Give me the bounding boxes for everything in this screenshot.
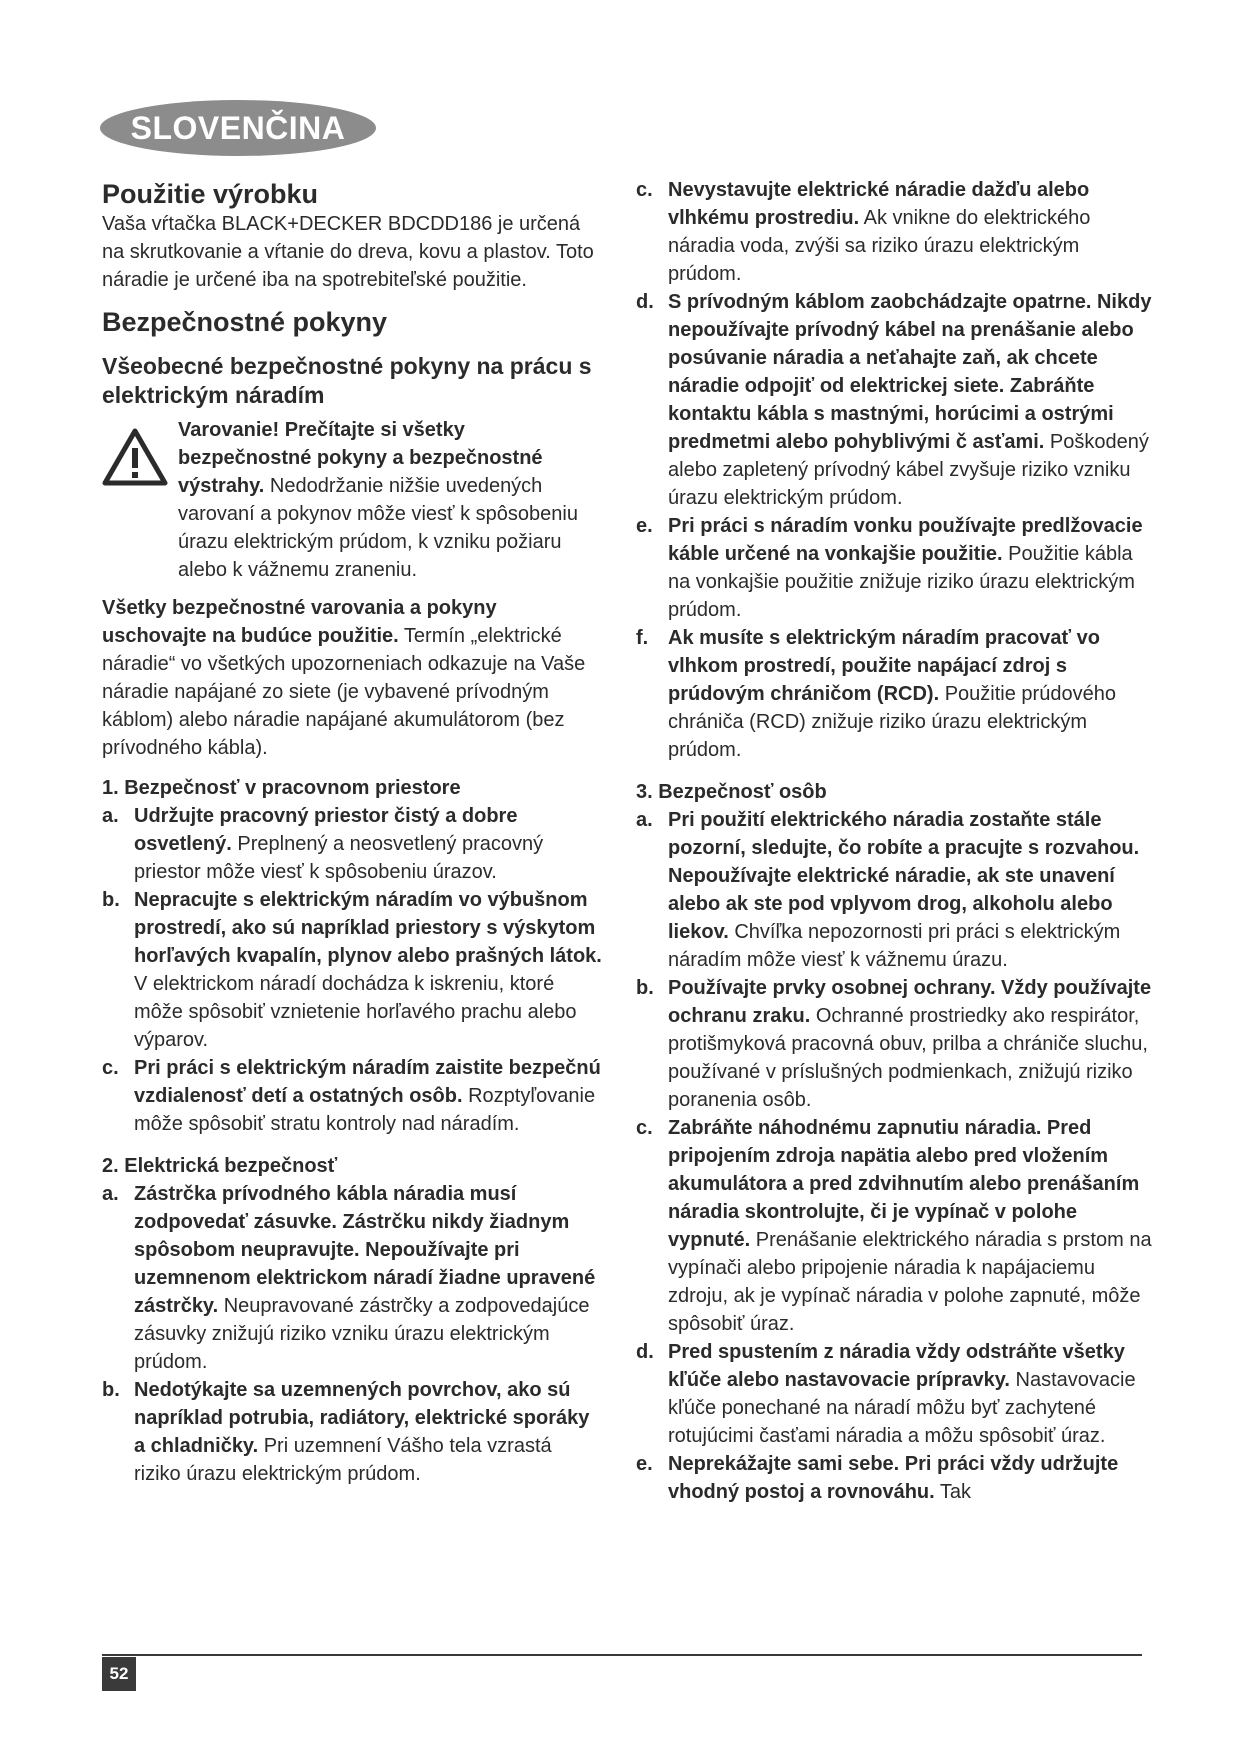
item-text: Ak vnikne do elektrického náradia voda, zvýši sa riziko úrazu elektrickým prúdom. — [668, 207, 1091, 285]
footer-divider — [102, 1654, 1142, 1656]
item-bold: S prívodným káblom zaobchádzajte opatrne. Nikdy nepoužívajte prívodný kábel na prenášanie alebo posúvanie náradia a neťahajte zaň, ak chcete náradie odpojiť od elektrickej siete. Zabráňte kontaktu kábla s mastnými, horúcimi a ostrými predmetmi alebo pohyblivými č asťami. — [668, 291, 1152, 453]
page-number: 52 — [102, 1657, 136, 1691]
item-label: c. — [636, 1117, 653, 1139]
section-2-continued-list — [636, 176, 1156, 764]
item-bold: Udržujte pracovný priestor čistý a dobre osvetlený. — [134, 805, 518, 855]
item-bold: Používajte prvky osobnej ochrany. Vždy používajte ochranu zraku. — [668, 977, 1152, 1027]
warning-text: Nedodržanie nižšie uvedených varovaní a pokynov môže viesť k spôsobeniu úrazu elektrickým prúdom, k vzniku požiaru alebo k vážnemu zraneniu. — [178, 475, 578, 581]
item-text: Neupravované zástrčky a zodpovedajúce zásuvky znižujú riziko vzniku úrazu elektrickým prúdom. — [134, 1295, 590, 1373]
list-item — [636, 806, 1156, 974]
item-bold: Pri práci s náradím vonku používajte predlžovacie káble určené na vonkajšie použitie. — [668, 515, 1143, 565]
item-text: Ochranné prostriedky ako respirátor, protišmyková pracovná obuv, prilba a chrániče sluchu, používané v príslušných podmienkach, znižujú riziko poranenia osôb. — [668, 1005, 1148, 1111]
list-item — [636, 1450, 1156, 1506]
section-1-list — [102, 802, 602, 1138]
item-bold: Zástrčka prívodného kábla náradia musí zodpovedať zásuvke. Zástrčku nikdy žiadnym spôsobom neupravujte. Nepoužívajte pri uzemnenom elektrickom náradí žiadne upravené zástrčky. — [134, 1183, 596, 1317]
item-text: Pri uzemnení Vášho tela vzrastá riziko úrazu elektrickým prúdom. — [134, 1435, 552, 1485]
safety-title: Bezpečnostné pokyny — [102, 307, 388, 337]
item-label: b. — [102, 889, 120, 911]
item-bold: Pred spustením z náradia vždy odstráňte všetky kľúče alebo nastavovacie prípravky. — [668, 1341, 1125, 1391]
item-label: e. — [636, 1453, 653, 1475]
item-label: e. — [636, 515, 653, 537]
list-item — [636, 176, 1156, 288]
item-bold: Zabráňte náhodnému zapnutiu náradia. Pred pripojením zdroja napätia alebo pred vložením akumulátora a pred zdvihnutím alebo prenášaním náradia skontrolujte, či je vypínač v polohe vypnuté. — [668, 1117, 1140, 1251]
item-text: Chvíľka nepozornosti pri práci s elektrickým náradím môže viesť k vážnemu úrazu. — [668, 921, 1121, 971]
keep-bold: Všetky bezpečnostné varovania a pokyny uschovajte na budúce použitie. — [102, 597, 497, 647]
section-2-list — [102, 1180, 602, 1488]
usage-title: Použitie výrobku — [102, 179, 319, 209]
item-label: a. — [636, 809, 653, 831]
warning-icon — [102, 416, 178, 584]
list-item — [636, 1338, 1156, 1450]
usage-text: Vaša vŕtačka BLACK+DECKER BDCDD186 je určená na skrutkovanie a vŕtanie do dreva, kovu a plastov. Toto náradie je určené iba na spotrebiteľské použitie. — [102, 213, 594, 291]
item-label: f. — [636, 627, 649, 649]
language-label: SLOVENČINA — [130, 109, 346, 146]
list-item — [102, 802, 602, 886]
section-3-list — [636, 806, 1156, 1506]
warning-block — [102, 416, 602, 584]
keep-text: Termín „elektrické náradie“ vo všetkých upozorneniach odkazuje na Vaše náradie napájané zo siete (je vybavené prívodným káblom) alebo náradie napájané akumulátorom (bez prívodného kábla). — [102, 625, 586, 759]
list-item — [636, 1114, 1156, 1338]
item-bold: Pri použití elektrického náradia zostaňte stále pozorní, sledujte, čo robíte a pracujte s rozvahou. Nepoužívajte elektrické náradie, ak ste unavení alebo ak ste pod vplyvom drog, alkoholu alebo liekov. — [668, 809, 1140, 943]
item-label: d. — [636, 291, 654, 313]
list-item — [636, 974, 1156, 1114]
item-bold: Pri práci s elektrickým náradím zaistite bezpečnú vzdialenosť detí a ostatných osôb. — [134, 1057, 601, 1107]
item-text: Tak — [934, 1481, 972, 1503]
left-column — [102, 178, 602, 1488]
item-text: Poškodený alebo zapletený prívodný kábel zvyšuje riziko vzniku úrazu elektrickým prúdom. — [668, 431, 1149, 509]
item-text: Rozptyľovanie môže spôsobiť stratu kontroly nad náradím. — [134, 1085, 596, 1135]
item-text: Použitie kábla na vonkajšie použitie znižuje riziko úrazu elektrickým prúdom. — [668, 543, 1135, 621]
list-item — [636, 624, 1156, 764]
item-label: a. — [102, 1183, 119, 1205]
list-item — [636, 512, 1156, 624]
item-bold: Neprekážajte sami sebe. Pri práci vždy udržujte vhodný postoj a rovnováhu. — [668, 1453, 1119, 1503]
item-bold: Ak musíte s elektrickým náradím pracovať vo vlhkom prostredí, použite napájací zdroj s prúdovým chráničom (RCD). — [668, 627, 1101, 705]
item-label: d. — [636, 1341, 654, 1363]
item-text: Použitie prúdového chrániča (RCD) znižuje riziko úrazu elektrickým prúdom. — [668, 683, 1116, 761]
item-text: Preplnený a neosvetlený pracovný priestor môže viesť k spôsobeniu úrazov. — [134, 833, 544, 883]
list-item — [102, 1376, 602, 1488]
item-bold: Nevystavujte elektrické náradie dažďu alebo vlhkému prostrediu. — [668, 179, 1090, 229]
item-bold: Nedotýkajte sa uzemnených povrchov, ako sú napríklad potrubia, radiátory, elektrické sporáky a chladničky. — [134, 1379, 590, 1457]
item-label: b. — [102, 1379, 120, 1401]
item-label: c. — [102, 1057, 119, 1079]
item-label: c. — [636, 179, 653, 201]
list-item — [636, 288, 1156, 512]
item-label: a. — [102, 805, 119, 827]
item-text: Nastavovacie kľúče ponechané na náradí môžu byť zachytené rotujúcimi časťami náradia a môžu spôsobiť úraz. — [668, 1369, 1136, 1447]
general-safety-title: Všeobecné bezpečnostné pokyny na prácu s elektrickým náradím — [102, 353, 592, 408]
section-2-title: 2. Elektrická bezpečnosť — [102, 1155, 338, 1177]
item-label: b. — [636, 977, 654, 999]
item-text: Prenášanie elektrického náradia s prstom na vypínači alebo pripojenie náradia k napájaciemu zdroju, ak je vypínač náradia v polohe zapnuté, môže spôsobiť úraz. — [668, 1229, 1152, 1335]
right-column — [636, 176, 1156, 1506]
list-item — [102, 1180, 602, 1376]
keep-instructions — [102, 594, 602, 762]
list-item — [102, 1054, 602, 1138]
warning-bold: Varovanie! Prečítajte si všetky bezpečnostné pokyny a bezpečnostné výstrahy. — [178, 419, 543, 497]
item-text: V elektrickom náradí dochádza k iskreniu, ktoré môže spôsobiť vznietenie horľavého prachu alebo výparov. — [134, 973, 577, 1051]
language-badge — [100, 100, 376, 156]
section-1-title: 1. Bezpečnosť v pracovnom priestore — [102, 777, 461, 799]
list-item — [102, 886, 602, 1054]
item-bold: Nepracujte s elektrickým náradím vo výbušnom prostredí, ako sú napríklad priestory s výskytom horľavých kvapalín, plynov alebo prašných látok. — [134, 889, 602, 967]
section-3-title: 3. Bezpečnosť osôb — [636, 781, 827, 803]
